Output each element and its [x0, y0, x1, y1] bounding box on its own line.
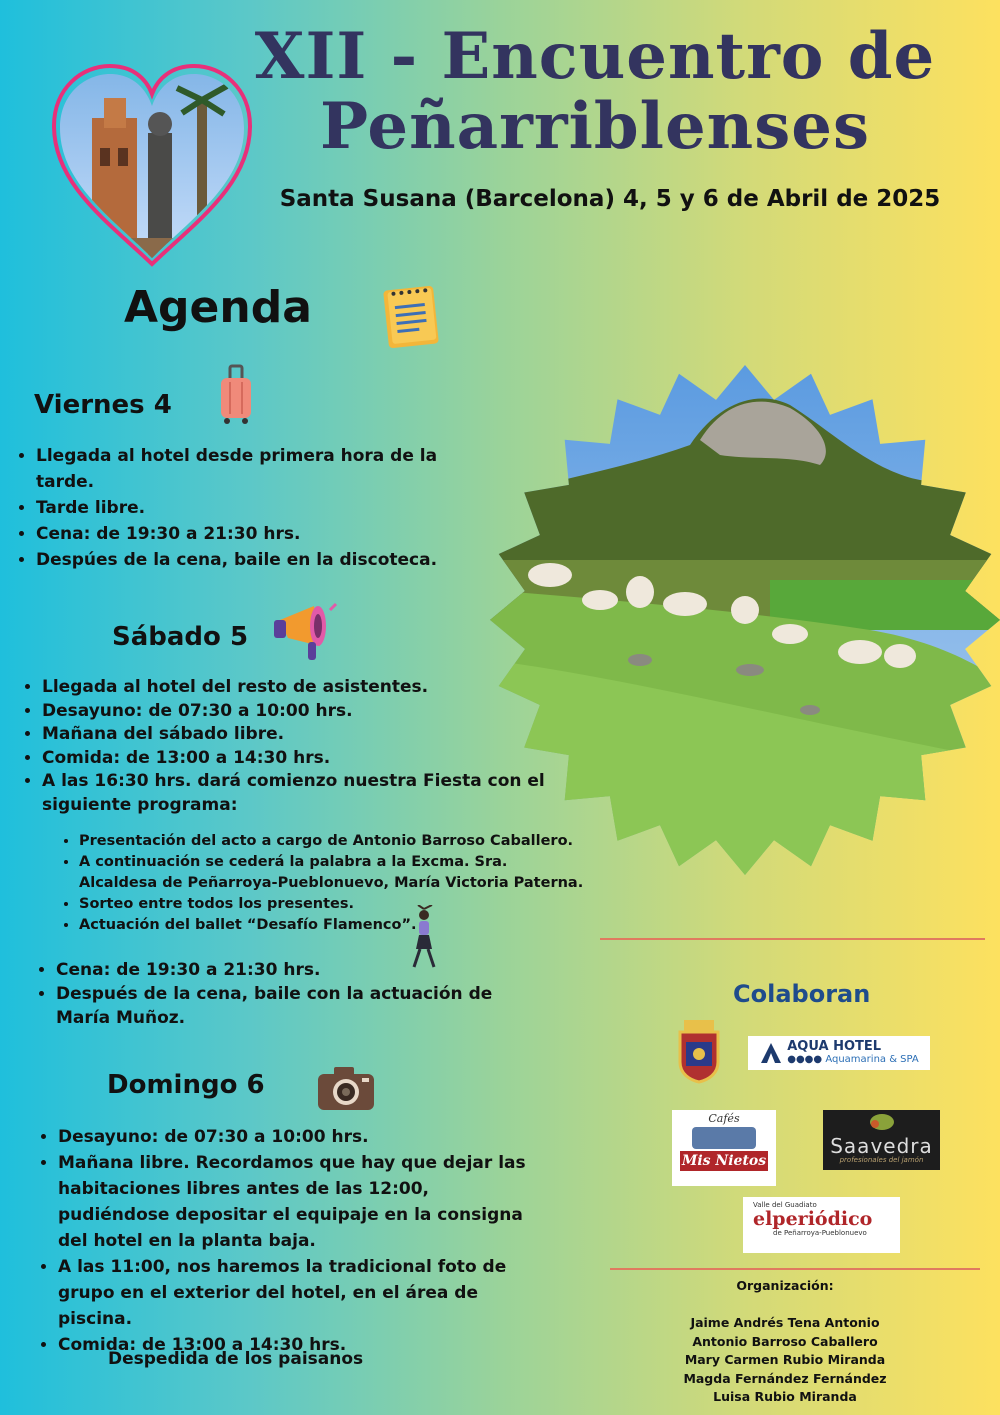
list-item: • A las 11:00, nos haremos la tradicional foto de grupo en el exterior del hotel, en el área de piscina. — [58, 1254, 528, 1332]
list-item: • Comida: de 13:00 a 14:30 hrs. — [58, 1332, 528, 1358]
saavedra-name: Saavedra — [830, 1134, 933, 1158]
program-item: • Presentación del acto a cargo de Antonio Barroso Caballero. — [79, 831, 589, 852]
organizacion-names — [660, 1314, 910, 1407]
list-item: • Desayuno: de 07:30 a 10:00 hrs. — [58, 1124, 528, 1150]
mis-nietos-logo — [672, 1110, 776, 1186]
list-item: • Desayuno: de 07:30 a 10:00 hrs. — [42, 700, 552, 724]
list-item: • Tarde libre. — [36, 495, 446, 521]
aqua-triangle-icon — [759, 1041, 783, 1065]
periodico-name: elperiódico — [753, 1208, 873, 1230]
program-item: • Sorteo entre todos los presentes. — [79, 894, 589, 915]
sabado-list — [20, 676, 552, 817]
divider — [610, 1268, 980, 1270]
organizer-name: Jaime Andrés Tena Antonio — [690, 1315, 880, 1330]
aqua-hotel-logo — [748, 1036, 930, 1070]
colaboran-heading: Colaboran — [733, 980, 871, 1008]
list-item: • Despúes de la cena, baile en la discoteca. — [36, 547, 446, 573]
list-item: • A las 16:30 hrs. dará comienzo nuestra Fiesta con el siguiente programa: — [42, 770, 552, 817]
mis-nietos-name: Mis Nietos — [681, 1153, 767, 1169]
domingo-list — [36, 1124, 528, 1358]
notepad-icon — [380, 280, 442, 350]
viernes-heading: Viernes 4 — [34, 390, 172, 420]
title-line-2: Peñarriblenses — [320, 89, 870, 164]
title-line-1: XII - Encuentro de — [254, 19, 936, 94]
suitcase-icon — [218, 364, 254, 424]
list-item: • Después de la cena, baile con la actuación de María Muñoz. — [56, 982, 546, 1030]
sabado-heading: Sábado 5 — [112, 622, 249, 652]
program-item: • Actuación del ballet “Desafío Flamenco”. — [79, 915, 589, 936]
saavedra-sub: profesionales del jamón — [839, 1156, 924, 1164]
camera-icon — [316, 1064, 376, 1112]
megaphone-icon — [270, 598, 338, 662]
organizacion-heading: Organización: — [736, 1278, 834, 1293]
list-item: • Llegada al hotel desde primera hora de la tarde. — [36, 443, 446, 495]
saavedra-logo — [823, 1110, 940, 1170]
divider — [600, 938, 985, 940]
landscape-photo — [490, 360, 1000, 880]
periodico-top: Valle del Guadiato — [753, 1201, 817, 1209]
event-subtitle: Santa Susana (Barcelona) 4, 5 y 6 de Abril de 2025 — [279, 186, 941, 212]
list-item: • Comida: de 13:00 a 14:30 hrs. — [42, 747, 552, 771]
viernes-list — [14, 443, 446, 573]
periodico-sub: de Peñarroya-Pueblonuevo — [773, 1229, 867, 1237]
list-item: • Cena: de 19:30 a 21:30 hrs. — [36, 521, 446, 547]
mis-nietos-illustration — [692, 1127, 756, 1149]
list-item: • Mañana libre. Recordamos que hay que dejar las habitaciones libres antes de las 12:00, pudiéndose depositar el equipaje en la consigna del hotel en la planta baja. — [58, 1150, 528, 1254]
list-item: • Cena: de 19:30 a 21:30 hrs. — [56, 958, 546, 982]
sabado-list-after — [34, 958, 546, 1030]
list-item: • Mañana del sábado libre. — [42, 723, 552, 747]
organizer-name: Mary Carmen Rubio Miranda — [684, 1352, 886, 1367]
heart-photo — [52, 58, 252, 268]
periodico-logo — [743, 1197, 900, 1253]
organizer-name: Magda Fernández Fernández — [683, 1370, 887, 1386]
aqua-dots-icon: ●●●● — [787, 1054, 826, 1065]
mis-nietos-top: Cafés — [708, 1112, 740, 1125]
agenda-heading: Agenda — [124, 282, 312, 333]
domingo-heading: Domingo 6 — [107, 1070, 265, 1100]
event-title — [230, 19, 960, 164]
organizer-name: Antonio Barroso Caballero — [692, 1333, 878, 1349]
aqua-sub: Aquamarina & SPA — [825, 1054, 919, 1065]
list-item: • Llegada al hotel del resto de asistentes. — [42, 676, 552, 700]
program-item: • A continuación se cederá la palabra a la Excma. Sra. Alcaldesa de Peñarroya-Pueblonuevo, María Victoria Paterna. — [79, 852, 589, 894]
aqua-name: AQUA HOTEL — [787, 1039, 882, 1054]
organizer-name: Luisa Rubio Miranda — [713, 1389, 857, 1404]
leaf-icon — [867, 1112, 897, 1132]
town-crest-logo — [676, 1018, 722, 1084]
farewell-text: Despedida de los paisanos — [108, 1349, 364, 1369]
